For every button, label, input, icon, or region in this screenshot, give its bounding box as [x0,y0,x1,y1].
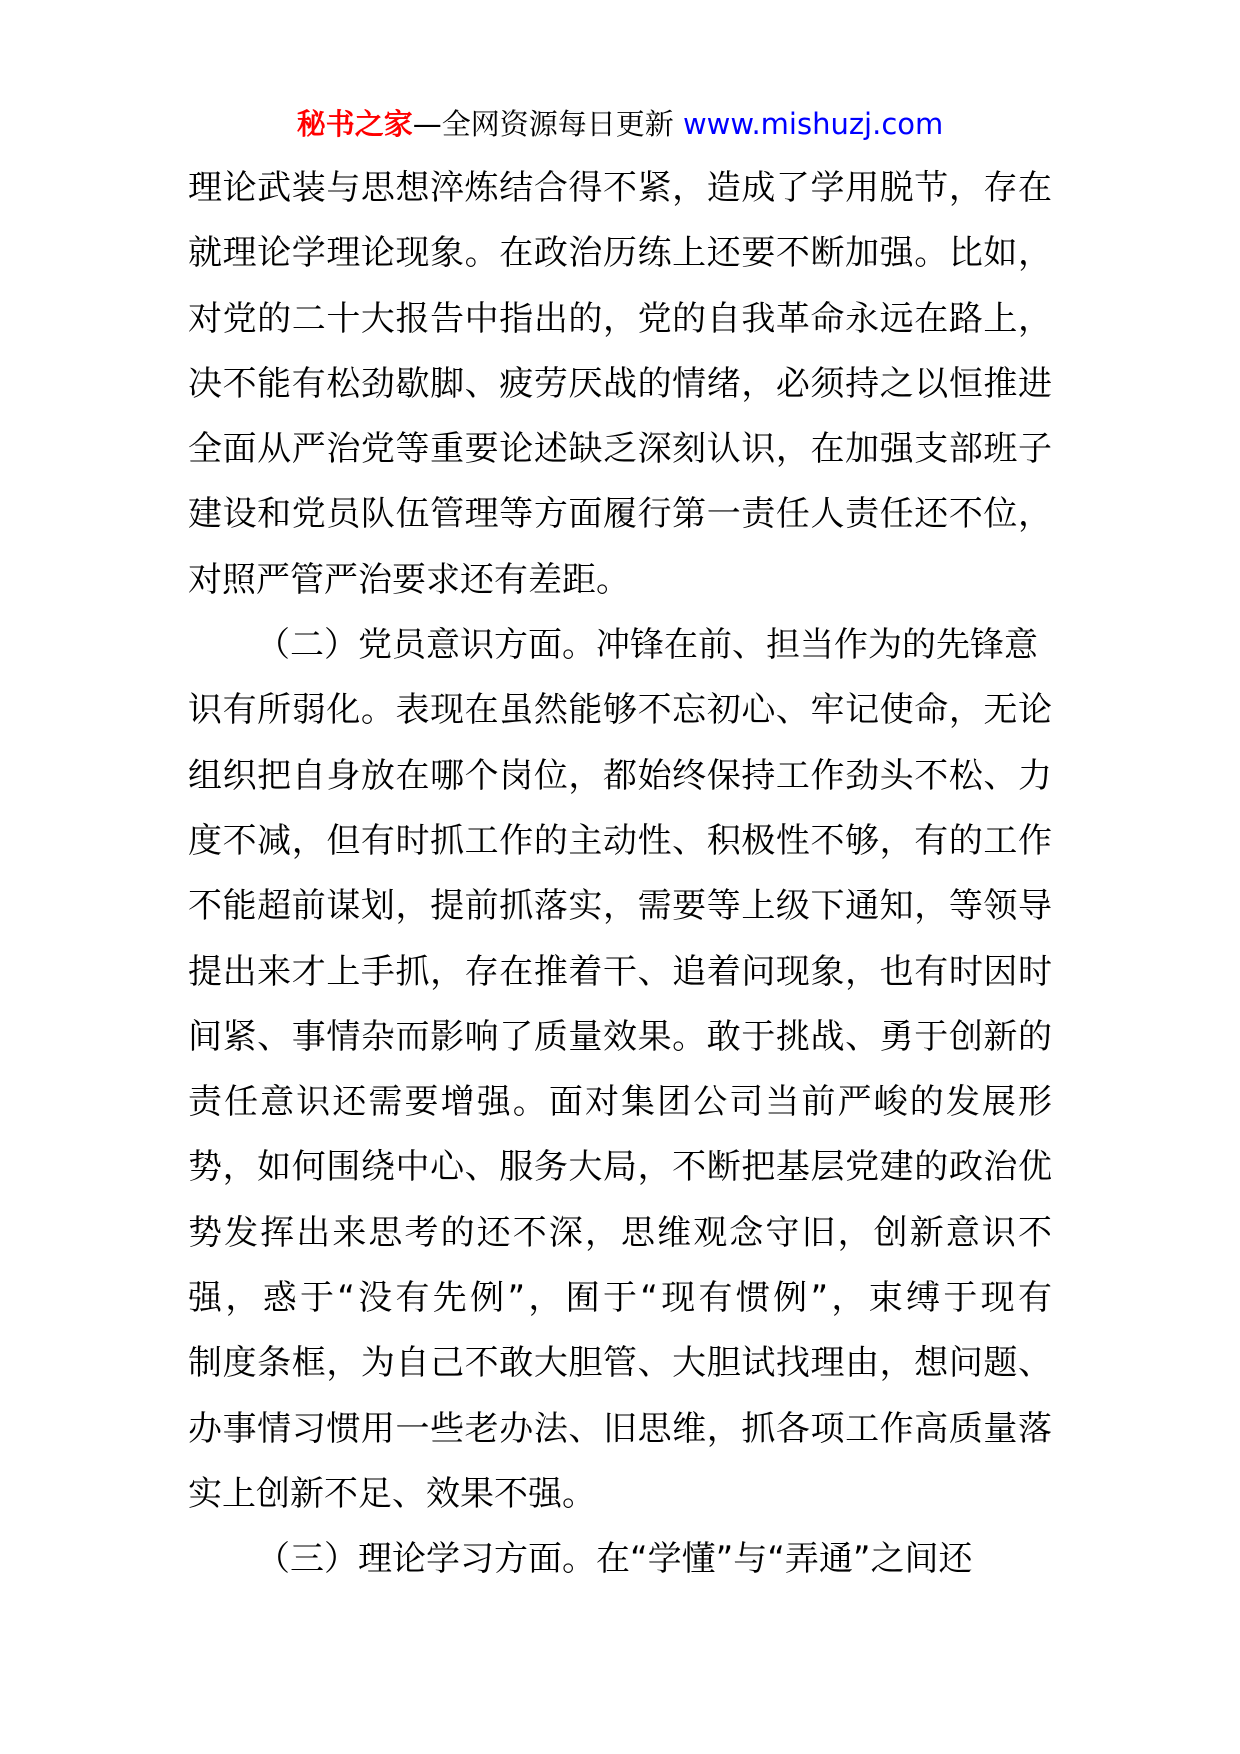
body-line: 实上创新不足、效果不强。 [188,1473,596,1514]
body-line: 提出来才上手抓，存在推着干、追着问现象，也有时因时 [188,951,1052,992]
body-line: 度不减，但有时抓工作的主动性、积极性不够，有的工作 [188,820,1052,861]
body-line: 全面从严治党等重要论述缺乏深刻认识，在加强支部班子 [188,429,1052,470]
body-text [188,168,1052,1605]
body-line: 对照严管严治要求还有差距。 [188,559,630,600]
body-line: 势，如何围绕中心、服务大局，不断把基层党建的政治优 [188,1147,1052,1188]
body-line: 强，惑于“没有先例”，囿于“现有惯例”，束缚于现有 [188,1278,1052,1319]
header-tagline: —全网资源每日更新 [412,107,674,141]
body-line: 势发挥出来思考的还不深，思维观念守旧，创新意识不 [188,1212,1052,1253]
body-line: 组织把自身放在哪个岗位，都始终保持工作劲头不松、力 [188,755,1052,796]
body-line: （二）党员意识方面。冲锋在前、担当作为的先锋意 [256,625,1038,666]
body-line: 办事情习惯用一些老办法、旧思维，抓各项工作高质量落 [188,1408,1052,1449]
body-line: 理论武装与思想淬炼结合得不紧，造成了学用脱节，存在 [188,168,1052,208]
body-line: （三）理论学习方面。在“学懂”与“弄通”之间还 [256,1539,973,1580]
body-line: 决不能有松劲歇脚、疲劳厌战的情绪，必须持之以恒推进 [188,363,1052,404]
header-brand: 秘书之家 [296,107,413,141]
page-header [0,104,1240,144]
body-line: 责任意识还需要增强。面对集团公司当前严峻的发展形 [188,1082,1052,1123]
header-url-link[interactable]: www.mishuzj.com [682,107,944,141]
body-line: 就理论学理论现象。在政治历练上还要不断加强。比如， [188,233,1052,274]
body-line: 不能超前谋划，提前抓落实，需要等上级下通知，等领导 [188,886,1052,927]
body-line: 间紧、事情杂而影响了质量效果。敢于挑战、勇于创新的 [188,1016,1052,1057]
body-line: 对党的二十大报告中指出的，党的自我革命永远在路上， [188,298,1052,339]
body-line: 建设和党员队伍管理等方面履行第一责任人责任还不位， [188,494,1052,535]
body-line: 制度条框，为自己不敢大胆管、大胆试找理由，想问题、 [188,1343,1052,1384]
body-line: 识有所弱化。表现在虽然能够不忘初心、牢记使命，无论 [188,690,1052,731]
